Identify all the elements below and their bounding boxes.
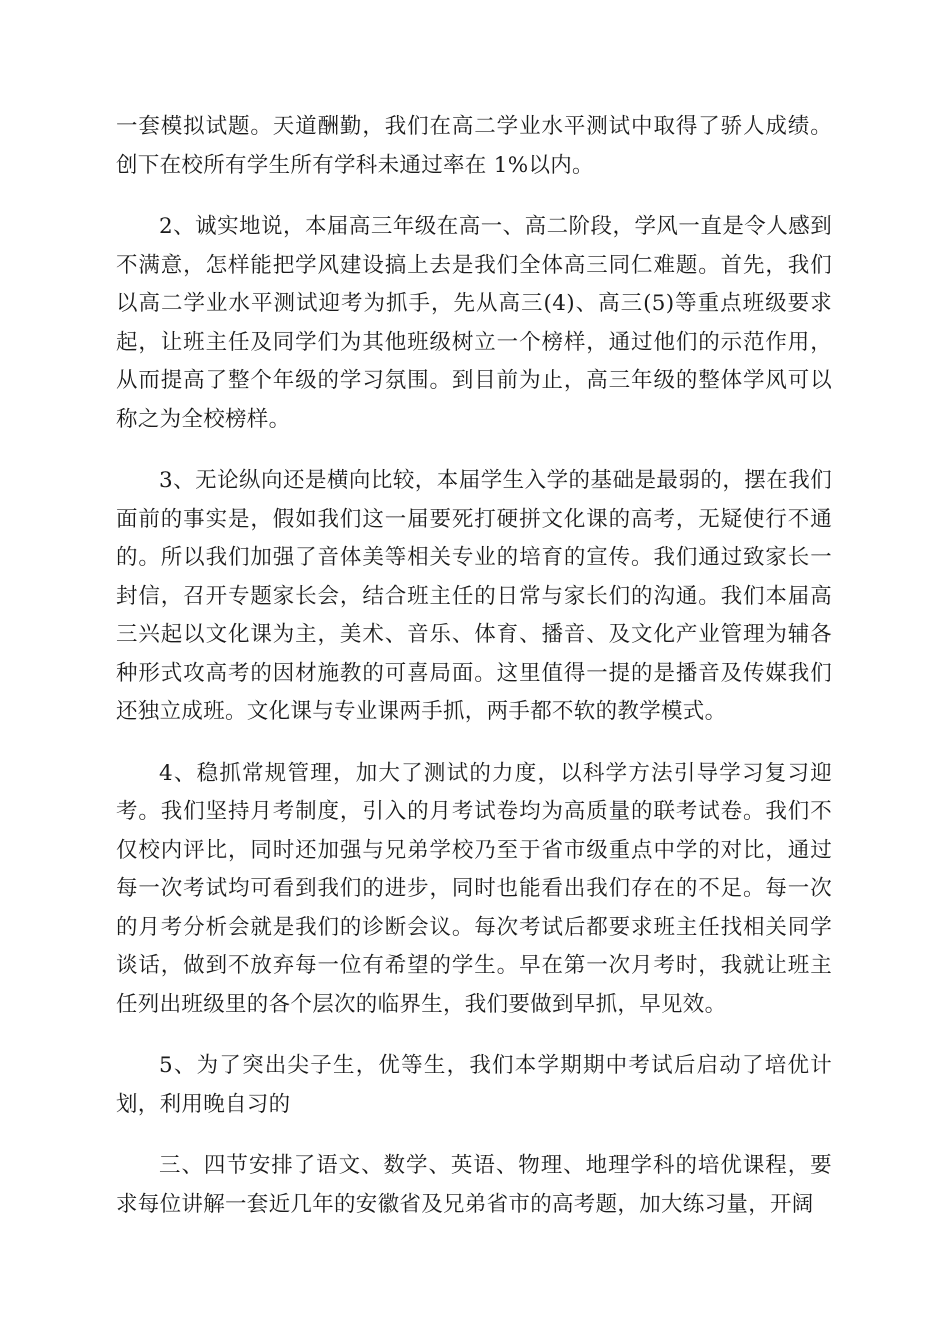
paragraph-item-3-arts-training: 3、无论纵向还是横向比较，本届学生入学的基础是最弱的，摆在我们面前的事实是，假如我们这一届要死打硬拼文化课的高考，无疑使行不通的。所以我们加强了音体美等相关专业的培育的宣传。我们通过致家长一封信，召开专题家长会，结合班主任的日常与家长们的沟通。我们本届高三兴起以文化课为主，美术、音乐、体育、播音、及文化产业管理为辅各种形式攻高考的因材施教的可喜局面。这里值得一提的是播音及传媒我们还独立成班。文化课与专业课两手抓，两手都不软的教学模式。 xyxy=(116,468,832,724)
paragraph-item-5-top-students: 5、为了突出尖子生，优等生，我们本学期期中考试后启动了培优计划，利用晚自习的 xyxy=(116,1053,832,1117)
paragraph-gap xyxy=(116,732,832,755)
paragraph-item-4-routine-management: 4、稳抓常规管理，加大了测试的力度，以科学方法引导学习复习迎考。我们坚持月考制度，引入的月考试卷均为高质量的联考试卷。我们不仅校内评比，同时还加强与兄弟学校乃至于省市级重点中学的对比，通过每一次考试均可看到我们的进步，同时也能看出我们存在的不足。每一次的月考分析会就是我们的诊断会议。每次考试后都要求班主任找相关同学谈话，做到不放弃每一位有希望的学生。早在第一次月考时，我就让班主任列出班级里的各个层次的临界生，我们要做到早抓，早见效。 xyxy=(116,760,832,1017)
paragraph-gap xyxy=(116,1124,832,1147)
document-page xyxy=(116,108,832,1224)
paragraph-extra-courses: 三、四节安排了语文、数学、英语、物理、地理学科的培优课程，要求每位讲解一套近几年的安徽省及兄弟省市的高考题，加大练习量，开阔 xyxy=(116,1153,832,1217)
paragraph-item-2-study-style: 2、诚实地说，本届高三年级在高一、高二阶段，学风一直是令人感到不满意，怎样能把学风建设搞上去是我们全体高三同仁难题。首先，我们以高二学业水平测试迎考为抓手，先从高三(4)、高三(5)等重点班级要求起，让班主任及同学们为其他班级树立一个榜样，通过他们的示范作用，从而提高了整个年级的学习氛围。到目前为止，高三年级的整体学风可以称之为全校榜样。 xyxy=(116,214,832,432)
paragraph-gap xyxy=(116,185,832,208)
paragraph-gap xyxy=(116,1024,832,1047)
paragraph-mock-exam-results: 一套模拟试题。天道酬勤，我们在高二学业水平测试中取得了骄人成绩。创下在校所有学生所有学科未通过率在 1%以内。 xyxy=(116,114,832,178)
paragraph-gap xyxy=(116,439,832,462)
